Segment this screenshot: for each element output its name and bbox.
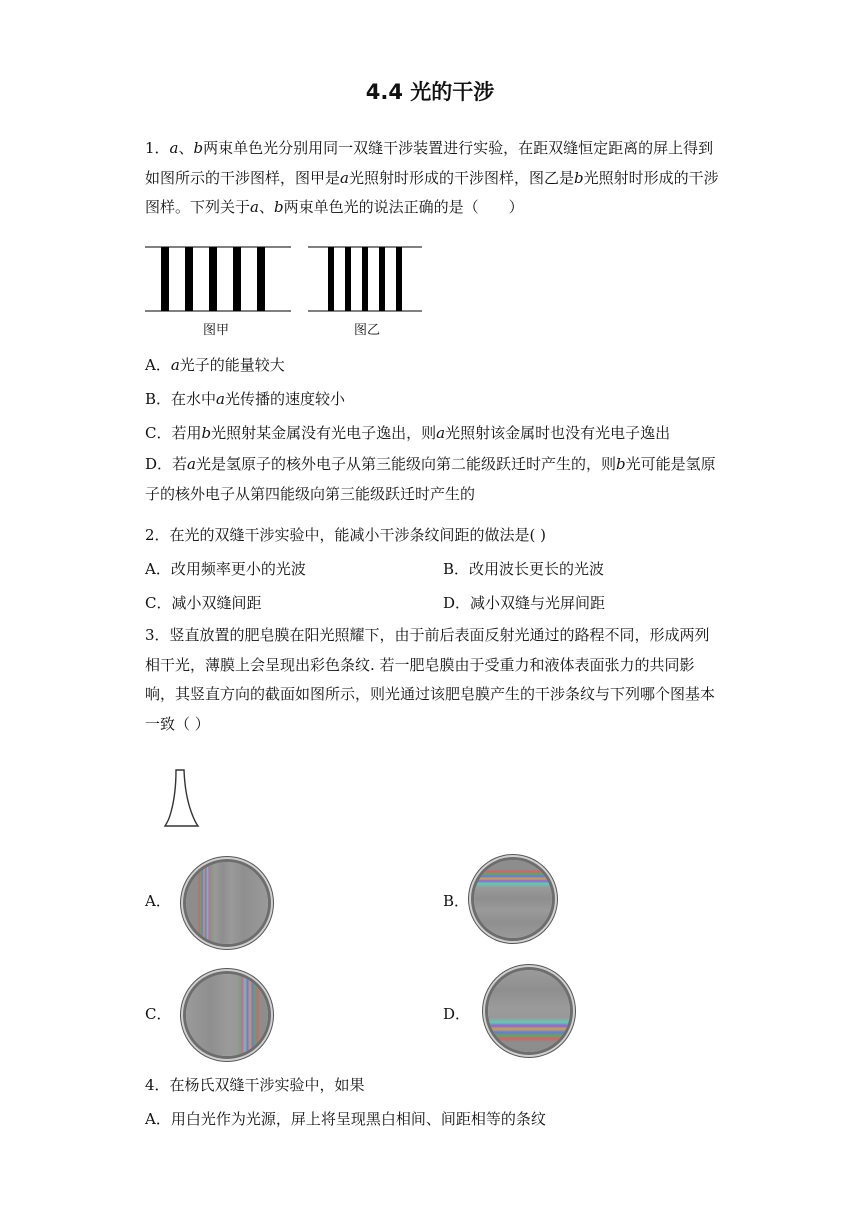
q3-option-c[interactable]: C． <box>145 1005 172 1023</box>
question-3-stem: 3．竖直放置的肥皂膜在阳光照耀下，由于前后表面反射光通过的路程不同，形成两列相干光，薄膜上会呈现出彩色条纹. 若一肥皂膜由于受重力和液体表面张力的共同影响，其竖直方向的截面如图所示，则光通过该肥皂膜产生的干涉条纹与下列哪个图基本一致（ ） <box>145 626 716 733</box>
figure-caption-jia: 图甲 <box>203 323 230 338</box>
q2-option-a[interactable]: A．改用频率更小的光波 <box>145 560 306 578</box>
option-d-image[interactable] <box>488 970 570 1052</box>
q1-option-c[interactable]: C．若用b光照射某金属没有光电子逸出，则a光照射该金属时也没有光电子逸出 <box>145 424 671 442</box>
q1-option-b[interactable]: B．在水中a光传播的速度较小 <box>145 390 345 408</box>
q2-option-d[interactable]: D．减小双缝与光屏间距 <box>443 594 606 612</box>
interference-pattern-yi <box>308 244 422 314</box>
figure-caption-yi: 图乙 <box>354 323 381 338</box>
soap-film-cross-section <box>160 766 204 830</box>
option-b-image[interactable] <box>474 860 552 938</box>
q2-option-b[interactable]: B．改用波长更长的光波 <box>443 560 605 578</box>
question-2-stem: 2．在光的双缝干涉实验中，能减小干涉条纹间距的做法是( ) <box>145 526 547 544</box>
q3-option-a[interactable]: A． <box>145 892 171 910</box>
q3-option-d[interactable]: D． <box>443 1005 471 1023</box>
q2-option-c[interactable]: C．减小双缝间距 <box>145 594 262 612</box>
interference-pattern-jia <box>145 244 291 314</box>
option-a-image[interactable] <box>186 862 268 944</box>
q4-option-a[interactable]: A．用白光作为光源，屏上将呈现黑白相间、间距相等的条纹 <box>145 1110 546 1128</box>
option-c-image[interactable] <box>186 974 268 1056</box>
q1-option-d[interactable]: D．若a光是氢原子的核外电子从第三能级向第二能级跃迁时产生的，则b光可能是氢原子的核外电子从第四能级向第三能级跃迁时产生的 <box>145 455 716 503</box>
question-1-stem: 1．a、b两束单色光分别用同一双缝干涉装置进行实验，在距双缝恒定距离的屏上得到如图所示的干涉图样，图甲是a光照射时形成的干涉图样，图乙是b光照射时形成的干涉图样。下列关于a、b两束单色光的说法正确的是（ ） <box>145 139 719 216</box>
page-title: 4.4 光的干涉 <box>365 80 495 104</box>
q1-option-a[interactable]: A．a光子的能量较大 <box>145 356 285 374</box>
question-4-stem: 4．在杨氏双缝干涉实验中，如果 <box>145 1076 365 1094</box>
q3-option-b[interactable]: B． <box>443 892 470 910</box>
